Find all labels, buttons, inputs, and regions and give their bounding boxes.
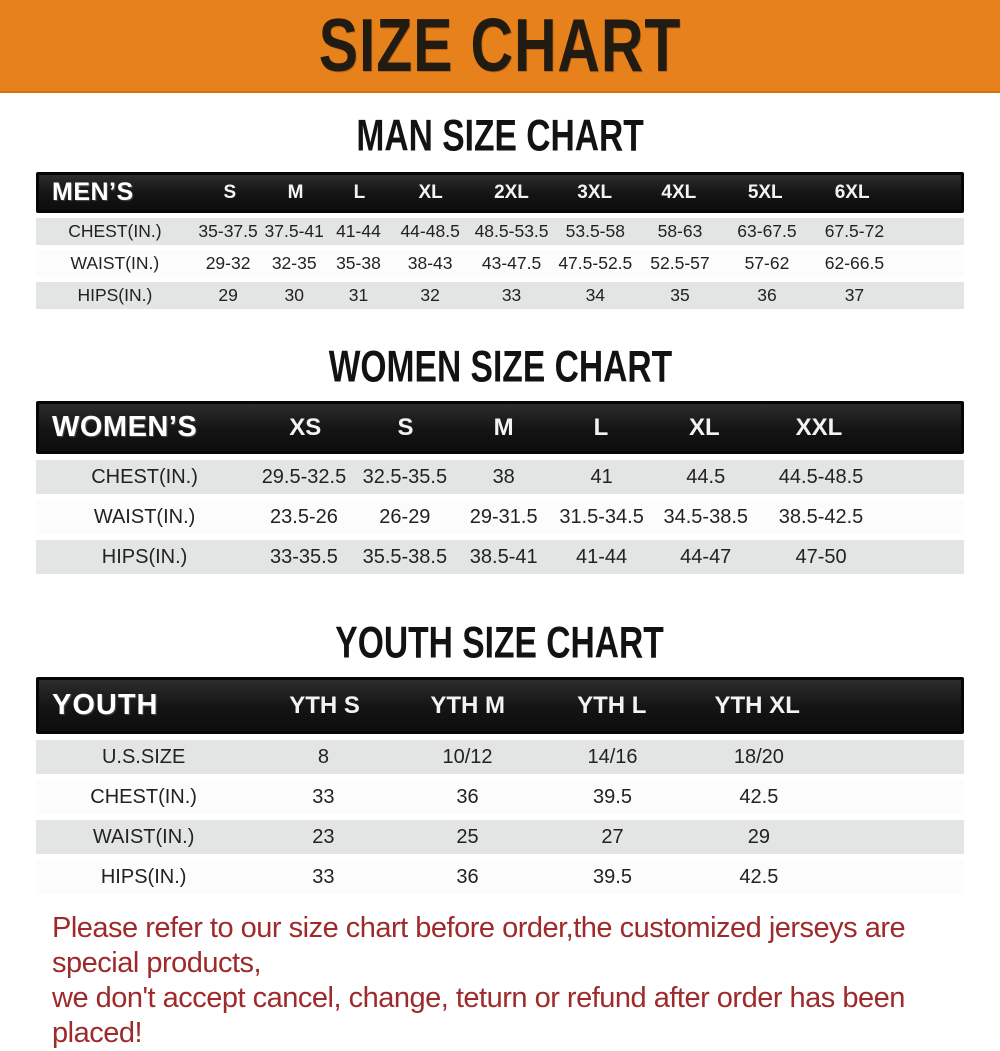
youth-chest-in-value-1: 36 <box>456 785 479 808</box>
women-chest-in-value-5: 44.5-48.5 <box>778 465 864 488</box>
men-column-3xl: 3XL <box>577 181 613 203</box>
women-waist-in-value-1: 26-29 <box>379 505 431 528</box>
men-chest-in-value-2: 41-44 <box>336 221 381 241</box>
youth-chest-in-value-3: 42.5 <box>739 785 779 808</box>
men-hips-in-value-1: 30 <box>284 285 304 305</box>
men-section-title-text: MAN SIZE CHART <box>356 111 644 161</box>
men-hips-in-value-5: 34 <box>585 285 606 305</box>
women-hips-in-value-1: 35.5-38.5 <box>362 545 448 568</box>
men-chest-in-value-3: 44-48.5 <box>400 221 460 241</box>
women-row-chest-in <box>36 460 964 494</box>
women-waist-in-value-4: 34.5-38.5 <box>663 505 748 528</box>
women-size-table <box>36 401 964 574</box>
women-hips-in-value-5: 47-50 <box>795 545 847 568</box>
youth-hips-in-value-1: 36 <box>456 865 479 888</box>
youth-row-label-u-s-size: U.S.SIZE <box>101 745 186 768</box>
youth-table-header-bar <box>36 677 964 734</box>
men-chest-in-value-5: 53.5-58 <box>565 221 625 241</box>
section-men <box>0 112 1000 309</box>
youth-column-yth-xl: YTH XL <box>714 691 800 719</box>
men-waist-in-value-2: 35-38 <box>336 253 381 273</box>
men-waist-in-value-8: 62-66.5 <box>824 253 885 273</box>
women-column-s: S <box>397 413 414 441</box>
women-hips-in-value-0: 33-35.5 <box>270 545 338 568</box>
men-hips-in-value-6: 35 <box>670 285 690 305</box>
men-chest-in-value-0: 35-37.5 <box>198 221 258 241</box>
youth-column-yth-s: YTH S <box>289 691 360 719</box>
men-row-label-waist-in: WAIST(IN.) <box>70 253 160 273</box>
women-row-waist-in <box>36 500 964 534</box>
men-hips-in-value-4: 33 <box>501 285 522 305</box>
men-column-xl: XL <box>418 181 443 203</box>
men-column-s: S <box>223 181 237 203</box>
youth-row-chest-in <box>36 780 964 814</box>
women-hips-in-value-2: 38.5-41 <box>469 545 538 568</box>
youth-row-waist-in <box>36 820 964 854</box>
men-chest-in-value-7: 63-67.5 <box>737 221 797 241</box>
men-row-waist-in <box>36 250 964 277</box>
women-chest-in-value-1: 32.5-35.5 <box>362 465 448 488</box>
men-column-m: M <box>287 181 304 203</box>
youth-row-label-chest-in: CHEST(IN.) <box>90 785 197 808</box>
men-column-5xl: 5XL <box>747 181 783 203</box>
men-row-chest-in <box>36 218 964 245</box>
men-waist-in-value-5: 47.5-52.5 <box>558 253 633 273</box>
men-header-label: MEN’S <box>52 178 134 206</box>
women-section-title <box>0 343 1000 391</box>
youth-u-s-size-value-0: 8 <box>317 745 329 768</box>
footer-note <box>0 911 1000 1051</box>
section-youth <box>0 619 1000 894</box>
women-row-label-hips-in: HIPS(IN.) <box>101 545 188 568</box>
men-table-header-bar <box>36 172 964 213</box>
youth-hips-in-value-3: 42.5 <box>739 865 779 888</box>
women-row-hips-in <box>36 540 964 574</box>
women-column-xl: XL <box>689 413 720 441</box>
men-chest-in-value-6: 58-63 <box>657 221 703 241</box>
men-section-title <box>0 112 1000 160</box>
footer-line-1: Please refer to our size chart before order,the customized jerseys are special products, <box>52 912 906 979</box>
youth-waist-in-value-0: 23 <box>312 825 335 848</box>
youth-chest-in-value-2: 39.5 <box>593 785 632 808</box>
men-column-2xl: 2XL <box>494 181 529 203</box>
women-waist-in-value-5: 38.5-42.5 <box>778 505 864 528</box>
women-row-label-waist-in: WAIST(IN.) <box>93 505 196 528</box>
men-chest-in-value-1: 37.5-41 <box>264 221 324 241</box>
women-column-xs: XS <box>289 413 322 441</box>
youth-section-title-text: YOUTH SIZE CHART <box>335 618 665 668</box>
youth-chest-in-value-0: 33 <box>312 785 335 808</box>
women-waist-in-value-2: 29-31.5 <box>469 505 538 528</box>
youth-row-label-hips-in: HIPS(IN.) <box>100 865 187 888</box>
women-column-xxl: XXL <box>795 413 843 441</box>
section-women <box>0 343 1000 574</box>
men-waist-in-value-6: 52.5-57 <box>650 253 710 273</box>
men-column-l: L <box>353 181 366 203</box>
women-chest-in-value-2: 38 <box>492 465 515 488</box>
youth-column-yth-l: YTH L <box>577 691 647 719</box>
youth-header-label: YOUTH <box>52 689 159 721</box>
men-waist-in-value-0: 29-32 <box>205 253 251 273</box>
youth-section-title <box>0 619 1000 667</box>
youth-u-s-size-value-3: 18/20 <box>733 745 784 768</box>
women-header-label: WOMEN’S <box>52 411 198 443</box>
women-chest-in-value-0: 29.5-32.5 <box>261 465 347 488</box>
youth-row-hips-in <box>36 860 964 894</box>
youth-waist-in-value-3: 29 <box>747 825 770 848</box>
footer-line-2: we don't accept cancel, change, teturn or refund after order has been placed! <box>52 982 905 1049</box>
banner <box>0 0 1000 93</box>
women-waist-in-value-3: 31.5-34.5 <box>559 505 644 528</box>
women-column-m: M <box>493 413 514 441</box>
men-size-table <box>36 172 964 309</box>
men-row-label-chest-in: CHEST(IN.) <box>68 221 162 241</box>
men-hips-in-value-0: 29 <box>218 285 238 305</box>
youth-u-s-size-value-2: 14/16 <box>587 745 638 768</box>
youth-waist-in-value-2: 27 <box>601 825 624 848</box>
youth-column-yth-m: YTH M <box>430 691 506 719</box>
men-row-hips-in <box>36 282 964 309</box>
men-column-4xl: 4XL <box>661 181 697 203</box>
women-section-title-text: WOMEN SIZE CHART <box>328 342 672 392</box>
banner-title: SIZE CHART <box>318 3 682 88</box>
men-waist-in-value-4: 43-47.5 <box>481 253 542 273</box>
women-waist-in-value-0: 23.5-26 <box>270 505 338 528</box>
women-table-header-bar <box>36 401 964 454</box>
men-hips-in-value-8: 37 <box>844 285 865 305</box>
youth-size-table <box>36 677 964 894</box>
women-hips-in-value-4: 44-47 <box>680 545 732 568</box>
women-row-label-chest-in: CHEST(IN.) <box>91 465 198 488</box>
men-column-6xl: 6XL <box>834 181 870 203</box>
men-hips-in-value-2: 31 <box>348 285 369 305</box>
women-column-l: L <box>593 413 609 441</box>
men-waist-in-value-7: 57-62 <box>744 253 790 273</box>
men-waist-in-value-3: 38-43 <box>407 253 453 273</box>
youth-u-s-size-value-1: 10/12 <box>442 745 493 768</box>
women-chest-in-value-3: 41 <box>590 465 613 488</box>
women-chest-in-value-4: 44.5 <box>686 465 726 488</box>
youth-hips-in-value-2: 39.5 <box>593 865 632 888</box>
men-row-label-hips-in: HIPS(IN.) <box>77 285 153 305</box>
youth-row-u-s-size <box>36 740 964 774</box>
men-hips-in-value-7: 36 <box>757 285 777 305</box>
men-hips-in-value-3: 32 <box>420 285 440 305</box>
men-waist-in-value-1: 32-35 <box>271 253 317 273</box>
youth-row-label-waist-in: WAIST(IN.) <box>92 825 195 848</box>
youth-hips-in-value-0: 33 <box>312 865 335 888</box>
men-chest-in-value-8: 67.5-72 <box>824 221 885 241</box>
women-hips-in-value-3: 41-44 <box>576 545 628 568</box>
youth-waist-in-value-1: 25 <box>456 825 479 848</box>
men-chest-in-value-4: 48.5-53.5 <box>474 221 549 241</box>
